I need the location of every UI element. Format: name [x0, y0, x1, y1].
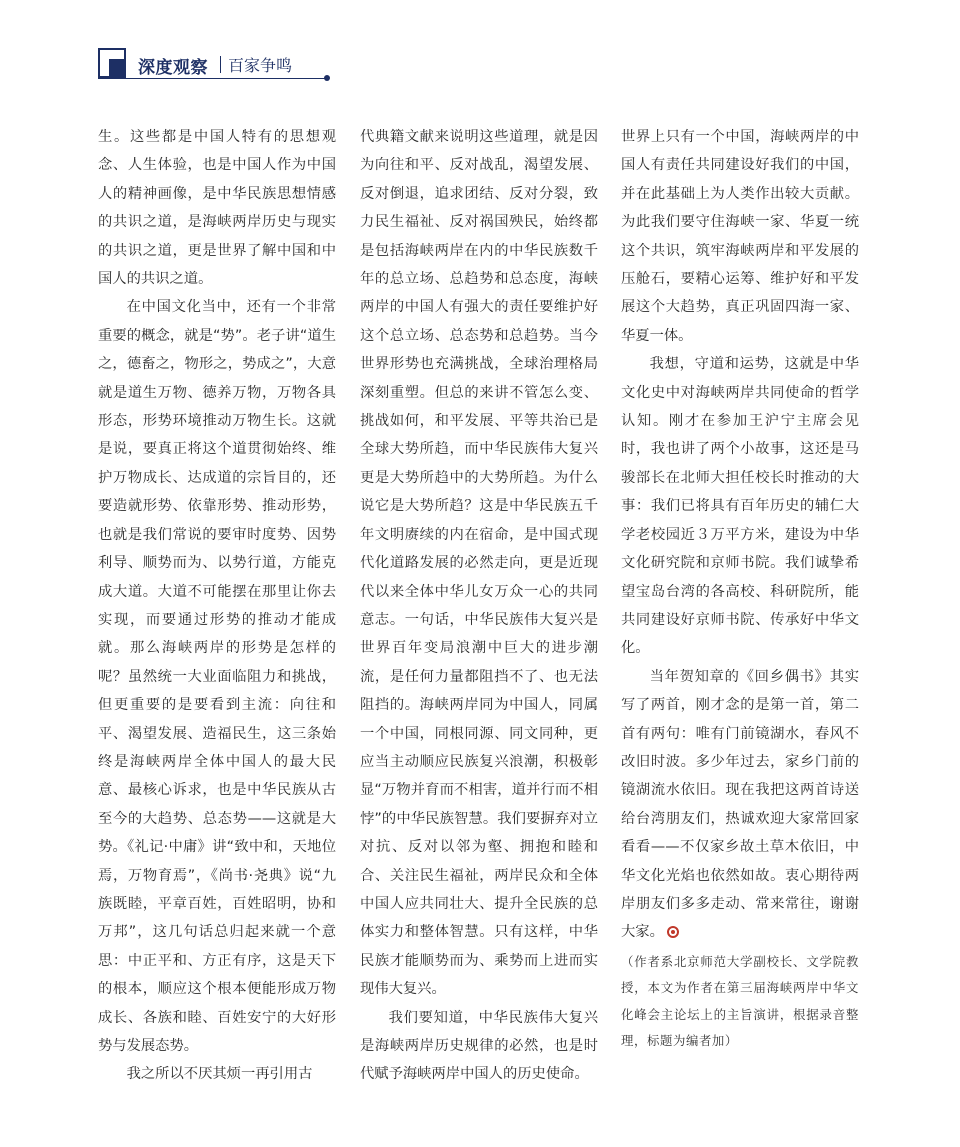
- header-rule-dot: [324, 75, 330, 81]
- header-rule: [98, 78, 326, 79]
- paragraph: 我之所以不厌其烦一再引用古: [126, 1066, 313, 1083]
- paragraph: 代典籍文献来说明这些道理，就是因为向往和平、反对战乱，渴望发展、反对倒退，追求团结、反对分裂，致力民生福祉、反对祸国殃民，始终都是包括海峡两岸在内的中华民族数千年的总立场、总趋势和总态度，海峡两岸的中国人有强大的责任要维护好这个总立场、总态势和总趋势。当今世界形势也充满挑战，全球治理格局深刻重塑。但总的来讲不管怎么变、挑战如何，和平发展、平等共治已是全球大势所趋，而中华民族伟大复兴更是大势所趋中的大势所趋。为什么说它是大势所趋？这是中华民族五千年文明赓续的内在宿命，是中国式现代化道路发展的必然走向，更是近现代以来全体中华儿女万众一心的共同意志。一句话，中华民族伟大复兴是世界百年变局浪潮中巨大的进步潮流，是任何力量都阻挡不了、也无法阻挡的。海峡两岸同为中国人，同属一个中国，同根同源、同文同种，更应当主动顺应民族复兴浪潮，积极彰显“万物并育而不相害，道并行而不相悖”的中华民族智慧。我们要摒弃对立对抗、反对以邻为壑、拥抱和睦和合、关注民生福祉，两岸民众和全体中国人应共同壮大、提升全民族的总体实力和整体智慧。只有这样，中华民族才能顺势而为、乘势而上进而实现伟大复兴。: [360, 129, 598, 998]
- section-subtitle: 百家争鸣: [228, 56, 293, 75]
- section-title: 深度观察: [138, 58, 208, 78]
- article-column-3: [621, 123, 859, 1054]
- closing-paragraph: [621, 663, 859, 947]
- section-header: [98, 48, 330, 82]
- end-mark-icon: [667, 926, 679, 938]
- paragraph: 我想，守道和运势，这就是中华文化史中对海峡两岸共同使命的哲学认知。刚才在参加王沪宁主席会见时，我也讲了两个小故事，这还是马骏部长在北师大担任校长时推动的大事：我们已将具有百年历史的辅仁大学老校园近３万平方米，建设为中华文化研究院和京师书院。我们诚挚希望宝岛台湾的各高校、科研院所，能共同建设好京师书院、传承好中华文化。: [621, 356, 859, 657]
- paragraph-text: 当年贺知章的《回乡偶书》其实写了两首，刚才念的是第一首，第二首有两句：唯有门前镜湖水，春风不改旧时波。多少年过去，家乡门前的镜湖流水依旧。现在我把这两首诗送给台湾朋友们，热诚欢迎大家常回家看看——不仅家乡故土草木依旧，中华文化光焰也依然如故。衷心期待两岸朋友们多多走动、常来常往，谢谢大家。: [621, 668, 859, 941]
- article-column-1: [98, 123, 336, 1089]
- article-column-2: [360, 123, 598, 1089]
- paragraph: 我们要知道，中华民族伟大复兴是海峡两岸历史规律的必然，也是时代赋予海峡两岸中国人的历史使命。: [360, 1009, 598, 1083]
- paragraph: 生。这些都是中国人特有的思想观念、人生体验，也是中国人作为中国人的精神画像，是中华民族思想情感的共识之道，是海峡两岸历史与现实的共识之道，更是世界了解中国和中国人的共识之道。: [98, 129, 336, 288]
- paragraph: 世界上只有一个中国，海峡两岸的中国人有责任共同建设好我们的中国，并在此基础上为人类作出较大贡献。为此我们要守住海峡一家、华夏一统这个共识，筑牢海峡两岸和平发展的压舱石，要精心运筹、维护好和平发展这个大趋势，真正巩固四海一家、华夏一体。: [621, 129, 859, 344]
- author-note: （作者系北京师范大学副校长、文学院教授，本文为作者在第三届海峡两岸中华文化峰会主论坛上的主旨演讲，根据录音整理，标题为编者加）: [621, 953, 859, 1048]
- header-separator: [220, 56, 221, 73]
- paragraph: 在中国文化当中，还有一个非常重要的概念，就是“势”。老子讲“道生之，德畜之，物形之，势成之”，大意就是道生万物、德养万物，万物各具形态，形势环境推动万物生长。这就是说，要真正将这个道贯彻始终、维护万物成长、达成道的宗旨目的，还要造就形势、依靠形势、推动形势，也就是我们常说的要审时度势、因势利导、顺势而为、以势行道，方能克成大道。大道不可能摆在那里让你去实现，而要通过形势的推动才能成就。那么海峡两岸的形势是怎样的呢？虽然统一大业面临阻力和挑战，但更重要的是要看到主流：向往和平、渴望发展、造福民生，这三条始终是海峡两岸全体中国人的最大民意、最核心诉求，也是中华民族从古至今的大趋势、总态势——这就是大势。《礼记·中庸》讲“致中和，天地位焉，万物育焉”，《尚书·尧典》说“九族既睦，平章百姓，百姓昭明，协和万邦”，这几句话总归起来就一个意思：中正平和、方正有序，这是天下的根本，顺应这个根本便能形成万物成长、各族和睦、百姓安宁的大好形势与发展态势。: [98, 299, 336, 1054]
- section-mark-icon: [98, 48, 126, 78]
